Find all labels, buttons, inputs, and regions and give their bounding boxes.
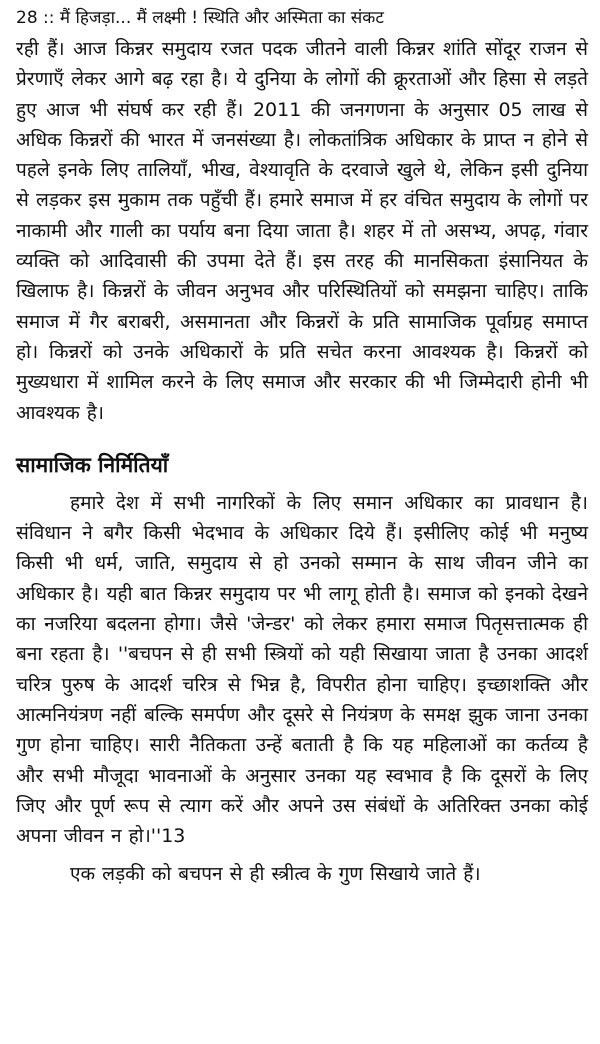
section-heading: सामाजिक निर्मितियाँ bbox=[16, 452, 169, 477]
book-page bbox=[16, 6, 588, 890]
body-paragraph-3: एक लड़की को बचपन से ही स्त्रीत्व के गुण सिखाये जाते हैं। bbox=[70, 863, 481, 886]
body-paragraph-2: हमारे देश में सभी नागरिकों के लिए समान अधिकार का प्रावधान है। संविधान ने बगैर किसी भेदभाव के अधिकार दिये हैं। इसीलिए कोई भी मनुष्य किसी भी धर्म, जाति, समुदाय से हो उनको सम्मान के साथ जीवन जीने का अधिकार है। यही बात किन्नर समुदाय पर भी लागू होती है। समाज को इनको देखने का नजरिया बदलना होगा। जैसे 'जेन्डर' को लेकर हमारा समाज पितृसत्तात्मक ही बना रहता है। ''बचपन से ही सभी स्त्रियों को यही सिखाया जाता है उनका आदर्श चरित्र पुरुष के आदर्श चरित्र से भिन्न है, विपरीत होना चाहिए। इच्छाशक्ति और आत्मनियंत्रण नहीं बल्कि समर्पण और दूसरे से नियंत्रण के समक्ष झुक जाना उनका गुण होना चाहिए। सारी नैतिकता उन्हें बताती है कि यह महिलाओं का कर्तव्य है और सभी मौजूदा भावनाओं के अनुसार उनका यह स्वभाव है कि दूसरों के लिए जिए और पूर्ण रूप से त्याग करें और अपने उस संबंधों के अतिरिक्त उनका कोई अपना जीवन न हो।''13 bbox=[16, 491, 588, 848]
body-paragraph-1: रही हैं। आज किन्नर समुदाय रजत पदक जीतने वाली किन्नर शांति सोंदूर राजन से प्रेरणाएँ लेकर आगे बढ़ रहा है। ये दुनिया के लोगों की क्रूरताओं और हिसा से लड़ते हुए आज भी संघर्ष कर रही हैं। 2011 की जनगणना के अनुसार 05 लाख से अधिक किन्नरों की भारत में जनसंख्या है। लोकतांत्रिक अधिकार के प्राप्त न होने से पहले इनके लिए तालियाँ, भीख, वेश्यावृति के दरवाजे खुले थे, लेकिन इसी दुनिया से लड़कर इस मुकाम तक पहुँची हैं। हमारे समाज में हर वंचित समुदाय के लोगों पर नाकामी और गाली का पर्याय बना दिया जाता है। शहर में तो असभ्य, अपढ़, गंवार व्यक्ति को आदिवासी की उपमा देते हैं। इस तरह की मानसिकता इंसानियत के खिलाफ है। किन्नरों के जीवन अनुभव और परिस्थितियों को समझना चाहिए। ताकि समाज में गैर बराबरी, असमानता और किन्नरों के प्रति सामाजिक पूर्वाग्रह समाप्त हो। किन्नरों को उनके अधिकारों के प्रति सचेत करना आवश्यक है। किन्नरों को मुख्यधारा में शामिल करने के लिए समाज और सरकार की भी जिम्मेदारी होनी भी आवश्यक है। bbox=[16, 38, 588, 424]
paragraph-gap bbox=[16, 851, 588, 859]
running-header: 28 :: मैं हिजड़ा... मैं लक्ष्मी ! स्थिति और अस्मिता का संकट bbox=[16, 8, 384, 28]
